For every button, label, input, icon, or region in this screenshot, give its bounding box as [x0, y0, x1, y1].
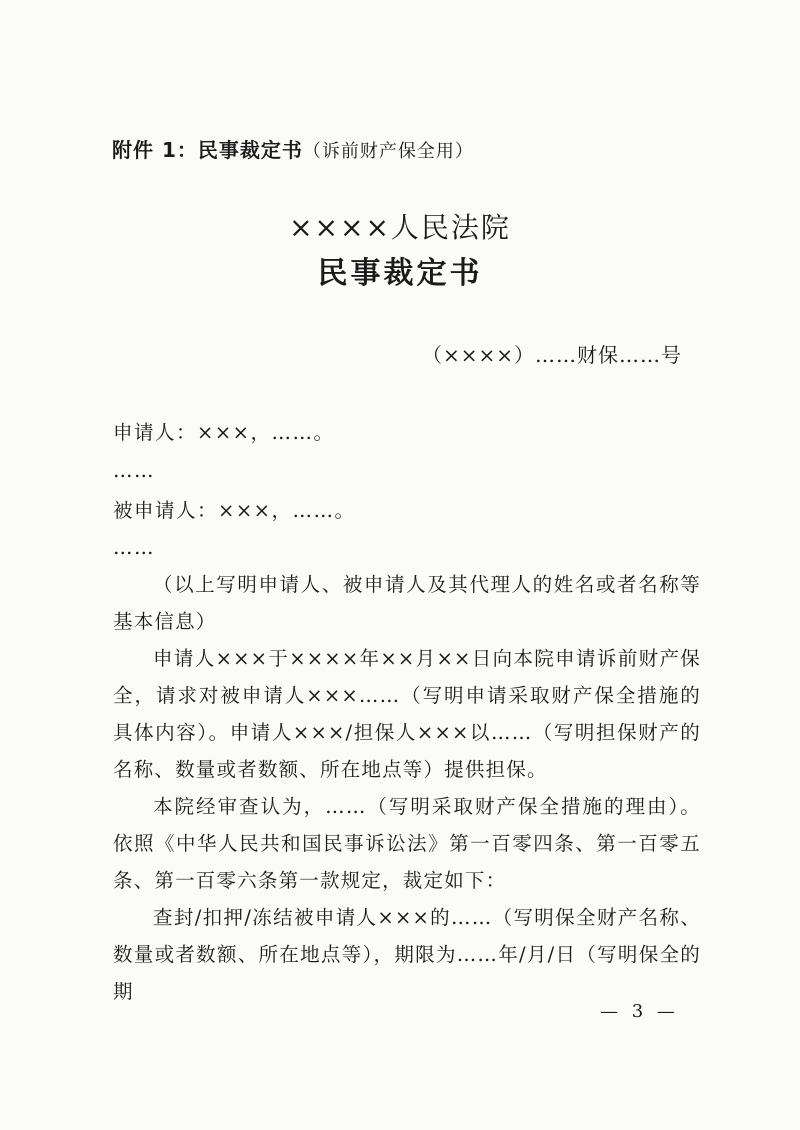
respondent-line: 被申请人：×××，……。 [113, 499, 356, 522]
review-paragraph: 本院经审查认为，……（写明采取财产保全措施的理由）。依照《中华人民共和国民事诉讼法》第一百零四条、第一百零五条、第一百零六条第一款规定，裁定如下： [113, 795, 701, 892]
page-number: — 3 — [600, 1001, 679, 1022]
court-name: ××××人民法院 [289, 211, 511, 244]
ellipsis-line: …… [113, 459, 155, 482]
case-number: （××××）……财保……号 [421, 343, 682, 367]
attachment-heading [112, 134, 474, 163]
ellipsis-line: …… [113, 536, 155, 559]
application-paragraph: 申请人×××于××××年××月××日向本院申请诉前财产保全，请求对被申请人×××……（写明申请采取财产保全措施的具体内容）。申请人×××/担保人×××以……（写明担保财产的名称、数量或者数额、所在地点等）提供担保。 [113, 647, 701, 781]
parties-note-paragraph: （以上写明申请人、被申请人及其代理人的姓名或者名称等基本信息） [113, 573, 701, 633]
applicant-line: 申请人：×××，……。 [113, 421, 335, 444]
document-title: 民事裁定书 [317, 256, 483, 291]
attachment-label: 附件 1：民事裁定书 [112, 138, 303, 162]
attachment-note: （诉前财产保全用） [302, 141, 474, 162]
ruling-paragraph: 查封/扣押/冻结被申请人×××的……（写明保全财产名称、数量或者数额、所在地点等），期限为……年/月/日（写明保全的期 [113, 906, 701, 1003]
